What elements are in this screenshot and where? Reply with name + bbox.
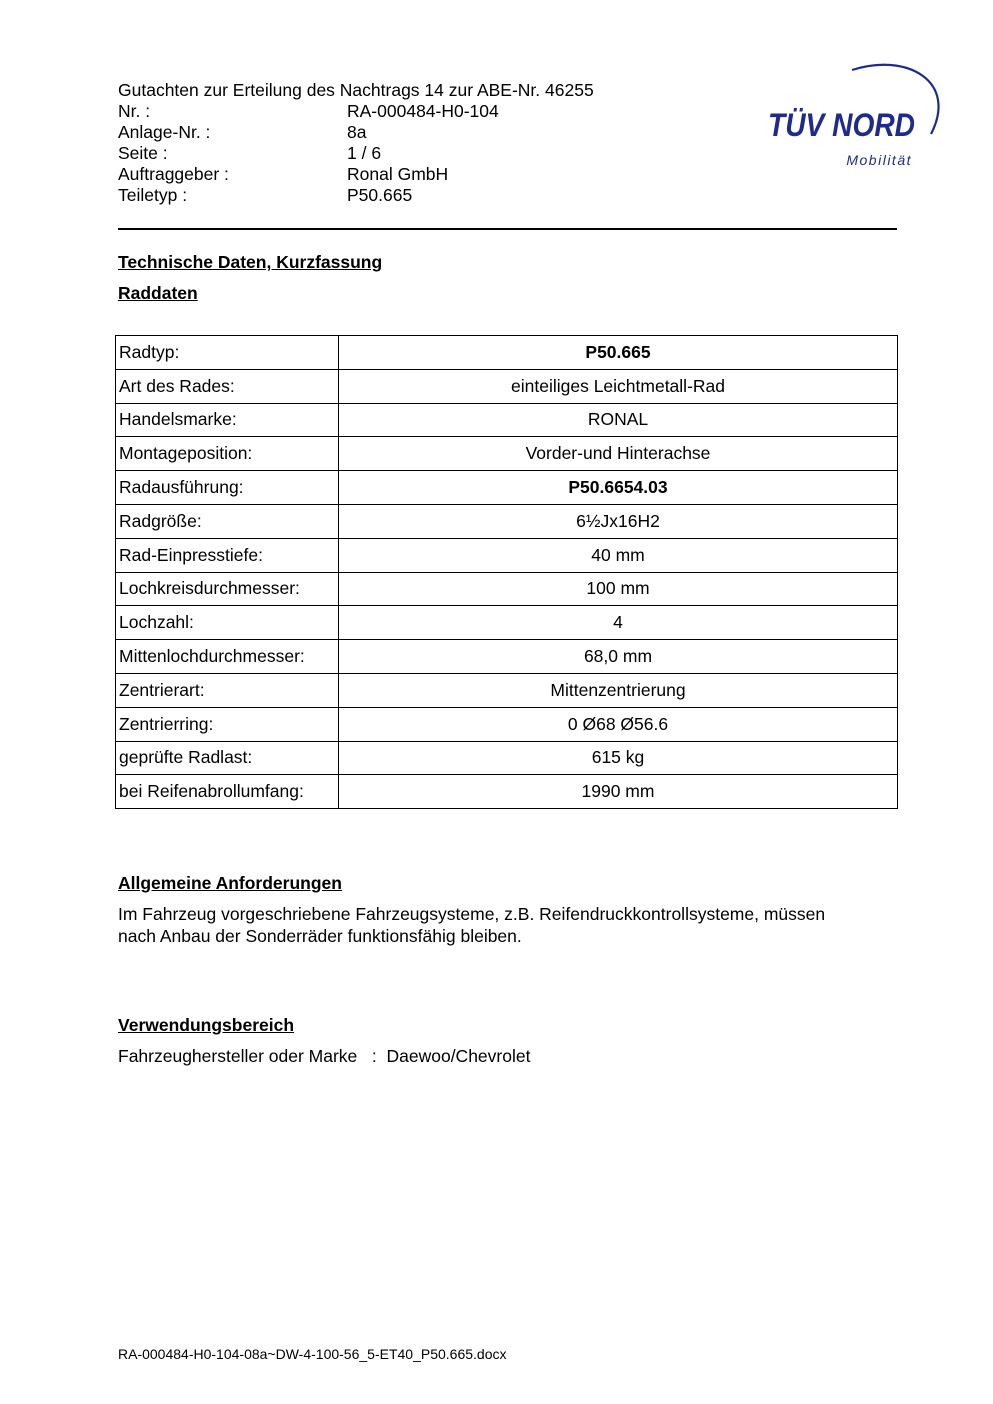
- header-field-seite: [118, 143, 594, 164]
- header-field-label: Anlage-Nr. :: [118, 122, 211, 142]
- section-heading-raddaten: Raddaten: [118, 283, 198, 303]
- header-field-value: 8a: [347, 122, 367, 142]
- table-row: [116, 707, 898, 741]
- tuv-nord-logo: [760, 56, 950, 176]
- header-field-value: P50.665: [347, 185, 413, 205]
- table-row: [116, 572, 898, 606]
- requirements-line-2: nach Anbau der Sonderräder funktionsfähig bleiben.: [118, 926, 522, 946]
- section-heading-verwendungsbereich: Verwendungsbereich: [118, 1015, 295, 1035]
- row-label: Lochkreisdurchmesser:: [116, 572, 339, 606]
- table-row: [116, 403, 898, 437]
- document-header: [118, 80, 594, 206]
- header-field-value: 1 / 6: [347, 143, 382, 163]
- footer-filename: RA-000484-H0-104-08a~DW-4-100-56_5-ET40_P50.665.docx: [118, 1346, 507, 1362]
- table-row: [116, 606, 898, 640]
- row-label: bei Reifenabrollumfang:: [116, 775, 339, 809]
- row-label: Radtyp:: [116, 336, 339, 370]
- table-row: [116, 673, 898, 707]
- row-label: Zentrierart:: [116, 673, 339, 707]
- table-row: [116, 640, 898, 674]
- row-value: 4: [339, 606, 898, 640]
- row-value: P50.665: [339, 336, 898, 370]
- row-value: P50.6654.03: [339, 471, 898, 505]
- header-field-value: RA-000484-H0-104: [347, 101, 499, 121]
- row-label: Lochzahl:: [116, 606, 339, 640]
- header-field-anlage: [118, 122, 594, 143]
- table-row: [116, 775, 898, 809]
- table-row: [116, 504, 898, 538]
- row-label: Zentrierring:: [116, 707, 339, 741]
- header-field-teiletyp: [118, 185, 594, 206]
- row-value: RONAL: [339, 403, 898, 437]
- row-label: Mittenlochdurchmesser:: [116, 640, 339, 674]
- row-value: 615 kg: [339, 741, 898, 775]
- row-label: Handelsmarke:: [116, 403, 339, 437]
- row-value: 6½Jx16H2: [339, 504, 898, 538]
- usage-separator: :: [371, 1046, 377, 1066]
- usage-line: [118, 1046, 530, 1067]
- row-label: Rad-Einpresstiefe:: [116, 538, 339, 572]
- logo-brand-text: TÜV NORD: [768, 107, 915, 143]
- header-field-label: Teiletyp :: [118, 185, 188, 205]
- header-field-auftraggeber: [118, 164, 594, 185]
- document-title: Gutachten zur Erteilung des Nachtrags 14 zur ABE-Nr. 46255: [118, 80, 594, 100]
- header-field-nr: [118, 101, 594, 122]
- row-label: Montageposition:: [116, 437, 339, 471]
- header-field-label: Seite :: [118, 143, 168, 163]
- usage-label: Fahrzeughersteller oder Marke: [118, 1046, 358, 1066]
- row-value: 40 mm: [339, 538, 898, 572]
- header-field-label: Nr. :: [118, 101, 151, 121]
- row-value: 100 mm: [339, 572, 898, 606]
- header-divider: [118, 228, 897, 230]
- row-label: geprüfte Radlast:: [116, 741, 339, 775]
- row-value: Mittenzentrierung: [339, 673, 898, 707]
- row-label: Radausführung:: [116, 471, 339, 505]
- table-row: [116, 741, 898, 775]
- wheel-data-rows: [116, 336, 898, 809]
- requirements-line-1: Im Fahrzeug vorgeschriebene Fahrzeugsysteme, z.B. Reifendruckkontrollsysteme, müssen: [118, 904, 826, 924]
- row-value: 68,0 mm: [339, 640, 898, 674]
- header-field-value: Ronal GmbH: [347, 164, 449, 184]
- table-row: [116, 538, 898, 572]
- logo-subtitle: Mobilität: [846, 152, 912, 168]
- table-row: [116, 369, 898, 403]
- row-value: 0 Ø68 Ø56.6: [339, 707, 898, 741]
- row-value: Vorder-und Hinterachse: [339, 437, 898, 471]
- section-heading-allgemeine-anforderungen: Allgemeine Anforderungen: [118, 873, 342, 893]
- row-value: einteiliges Leichtmetall-Rad: [339, 369, 898, 403]
- table-row: [116, 437, 898, 471]
- row-label: Art des Rades:: [116, 369, 339, 403]
- table-row: [116, 471, 898, 505]
- row-label: Radgröße:: [116, 504, 339, 538]
- usage-value: Daewoo/Chevrolet: [386, 1046, 531, 1066]
- requirements-paragraph: [118, 903, 898, 947]
- row-value: 1990 mm: [339, 775, 898, 809]
- table-row: [116, 336, 898, 370]
- wheel-data-table: [115, 335, 898, 809]
- header-field-label: Auftraggeber :: [118, 164, 229, 184]
- section-heading-technische-daten: Technische Daten, Kurzfassung: [118, 252, 383, 272]
